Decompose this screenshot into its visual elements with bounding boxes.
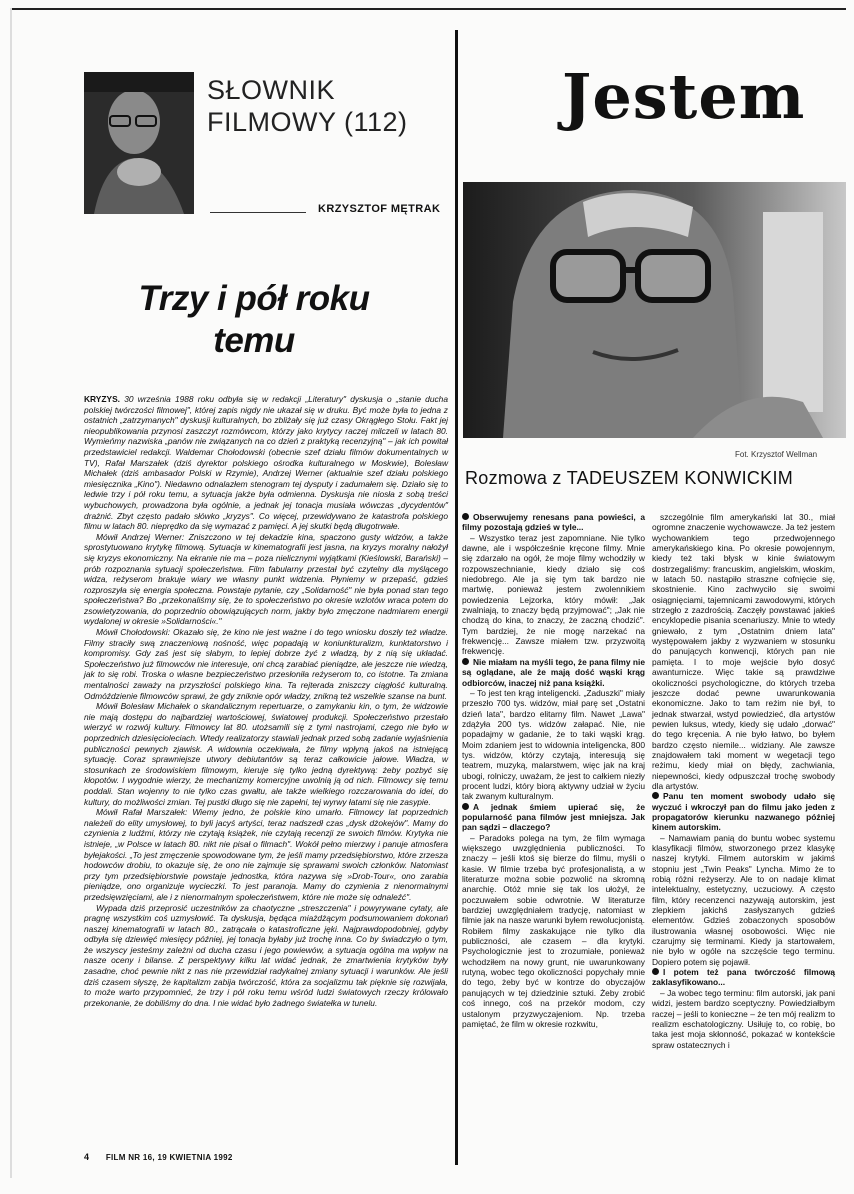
interview-question: Panu ten moment swobody udało się wyczuć i wkroczył pan do filmu jako jeden z propagatorów kierunku nazwanego później kinem autorskim.: [652, 791, 835, 833]
article-body: [84, 394, 448, 1008]
page-number: 4: [84, 1152, 90, 1162]
page-edge: [10, 8, 12, 1178]
top-rule: [10, 8, 846, 10]
article-paragraph: Mówił Chołodowski: Okazało się, że kino nie jest ważne i do tego wniosku doszły też władze. Filmy straciły swą znaczeniową nośność, więc popadają w koniunkturalizm, kunktatorstwo i kompromisy. Gdy zaś jest się słabym, to lepiej dobrze żyć z władzą, by z nią się układać. Społeczeństwo już filmowców nie interesuje, oni chcą zarabiać pieniądze, ale jeszcze nie wiedzą, jak to się robi. Troska o własne bezpieczeństwo przesłoniła reżyserom to, co istotne. Ta zmiana mentalności zaważy na przyszłości polskiego kina. Ta rejterada zniszczy ciągłość kulturalną. Odmóździenie filmowców sprawi, że gdy zniknie opór władzy, znikną też wszelkie szanse na bunt.: [84, 627, 448, 701]
interview-answer: – Ja wobec tego terminu: film autorski, jak pani widzi, jestem bardzo sceptyczny. Powiedziałbym raczej – jeśli to konieczne – że ten mój realizm to realizm eschatologiczny. Usiłuję to, co robię, bo taka jest moja skłonność, pokazać w kontekście spraw ostatecznych i: [652, 987, 835, 1050]
page-footer: [84, 1152, 233, 1162]
bullet-icon: [652, 968, 659, 975]
interview-column-2: [652, 512, 835, 1050]
photo-caption: Fot. Krzysztof Wellman: [735, 450, 818, 459]
author-name: KRZYSZTOF MĘTRAK: [318, 203, 441, 215]
author-rule: [210, 212, 306, 213]
interview-title: Jestem: [562, 60, 806, 133]
column-title: SŁOWNIK FILMOWY (112): [207, 75, 408, 137]
interview-question: A jednak śmiem upierać się, że popularność pana filmów jest mniejsza. Jak pan sądzi – dlaczego?: [462, 801, 645, 833]
author-portrait-image: [84, 72, 194, 214]
interview-subtitle: Rozmowa z TADEUSZEM KONWICKIM: [465, 468, 794, 488]
issue-info: FILM NR 16, 19 KWIETNIA 1992: [105, 1153, 233, 1162]
bullet-icon: [462, 803, 469, 810]
interview-question: Obserwujemy renesans pana powieści, a filmy pozostają gdzieś w tyle...: [462, 512, 645, 533]
bullet-icon: [462, 513, 469, 520]
interview-answer: – Wszystko teraz jest zapomniane. Nie tylko dawne, ale i współcześnie kręcone filmy. Mnie się zdarzało na ogół, że moje filmy wchodziły w rozpowszechnianie, kiedy działo się coś niedobrego. Ale ja się tym tak bardzo nie martwię, ponieważ jestem zwolennikiem powiedzenia Lejzorka, który mówił: „Jak zwalniają, to znaczy będą przyjmować"; „Jak nie chodzą do kina, to znaczy, że zaczną chodzić". Tym bardziej, że nie mogę narzekać na frekwencję... Zawsze miałem tzw. przyzwoitą frekwencję.: [462, 532, 645, 657]
interview-answer: – Namawiam panią do buntu wobec systemu klasyfikacji filmów, stworzonego przez klasykę naszej krytyki. Filmem autorskim w jakimś stopniu jest „Twin Peaks" Lyncha. Mimo że to robią różni reżyserzy. Ale to on nadaje klimat intelektualny, estetyczny, uczuciowy. A często film, który recenzenci nazywają autorskim, jest zlepkiem jakichś zasłyszanych gdzieś elementów. Gdzieś zobaczonych sposobów ilustrowania własnej osobowości. Więc nie czarujmy się terminami. Kiedy ja startowałem, nie było w ogóle na szczęście tego terminu. Dopiero potem się pojawił.: [652, 832, 835, 967]
entry-term: KRYZYS.: [84, 394, 120, 404]
article-headline: Trzy i pół roku temu: [138, 279, 370, 360]
article-paragraph: Mówił Bolesław Michałek o skandalicznym repertuarze, o zamykaniu kin, o tym, że widzowie nie mają dostępu do najbardziej wartościowej, światowej produkcji. Społeczeństwo przestało wierzyć w rozwój kultury. Filmowcy lat 80. utożsamili się z tymi nastrojami, czego nie było w poprzednich dziesięcioleciach. Wtedy realizatorzy stawiali jednak przed sobą zadanie wyjaśnienia publiczności pewnych zjawisk. A widownia oczekiwała, że filmy wpłyną jakoś na istniejącą sytuację. Coraz sprawniejsze utwory debiutantów są teraz całkowicie jałowe. Władza, w stosunkach ze środowiskiem filmowym, kieruje się tylko jedną dyrektywą: żeby pozbyć się kłopotów. I wygodnie wierzy, że mechanizmy komercyjne uwolnią ją od nich. Filmowcy się temu poddali. Stan wojenny to nie tylko czas gwałtu, ale także wielkiego rozczarowania do idei, do kultury, do możliwości zmian. Tej pustki długo się nie zapełni, tej wyrwy łatami się nie zasypie.: [84, 701, 448, 807]
article-paragraph: Mówił Andrzej Werner: Zniszczono w tej dekadzie kina, spaczono gusty widzów, a także sprostytuowano krytykę filmową. Sytuacja w kinematografii jest jasna, na kryzys moralny nałożył się kryzys ekonomiczny. Na ekranie nie ma – poza nielicznymi wyjątkami (Kieślowski, Barański) – prób rozpoznania sytuacji społeczeństwa. Film fabularny przestał być czytelny dla myślącego widza, reżyserom brakuje wiary we własny punkt widzenia. Płyniemy w przepaść, gdzieś rozproszyła się energia społeczna. Powstaje pytanie, czy „Solidarność" nie była ponad stan tego społeczeństwa? Bo „przekonaliśmy się, że to społeczeństwo po okresie wzlotów wraca potem do zsowietyzowania, do poprzednio obowiązujących norm, jakby było zmęczone nadmiarem energii wydalonej w okresie »Solidarności«.": [84, 531, 448, 627]
bullet-icon: [462, 658, 469, 665]
bullet-icon: [652, 792, 659, 799]
interview-answer: szczególnie film amerykański lat 30., miał ogromne znaczenie wychowawcze. Ja też jestem wychowankiem tego przedwojennego amerykańskiego kina. Po okresie powojennym, kiedy też taki błysk w kinie światowym dostrzegaliśmy: francuskim, angielskim, włoskim, w latach 50. nastąpiło straszne cofnięcie się, skostnienie. Kino zachwyciło się swoimi osiągnięciami, tajemnicami zawodowymi, których strzegło z zazdrością. Zaczęły powstawać jakieś encyklopedie pisania scenariuszy. Mnie to wtedy gniewało, z tym „Ostatnim dniem lata" występowałem jakby z wyzwaniem w stosunku do panujących konwencji, których pan nie pamięta. I to moje wejście było dosyć awanturnicze. Więc takie są prawdziwe okoliczności psychologiczne, do których trzeba jeszcze dodać pewne uwarunkowania ekonomiczne. Jako to tam reżim nie był, to jednak stwarzał, wstyd powiedzieć, dla artystów pewien luksus, wtedy, kiedy się udało „dorwać" do tego kręcenia. A nie było łatwo, bo byłem bardzo często niemile... widziany. Ale zawsze znajdowałem taki moment w wegetacji tego reżimu, kiedy miał on błędy, zachwiania, niepewności, kiedy odpuszczał trochę swobody dla artystów.: [652, 512, 835, 791]
article-paragraph: Mówił Rafał Marszałek: Wiemy jedno, że polskie kino umarło. Filmowcy lat poprzednich należeli do elity umysłowej, to byli jacyś artyści, teraz nadszedł czas „dysk dżokejów". Mamy do czynienia z ludźmi, którzy nie czytają książek, nie czytają recenzji ze swoich filmów. Krytyka nie istnieje, „w Polsce w latach 80. nikt nie pisał o filmach". Wokół pełno mierzwy i panuje atmosfera byłejakości. „To jest zmęczenie spowodowane tym, że jeśli mamy przedsiębiorstwo, które zrzesza hodowców drobiu, to okazuje się, że ono nie zajmuje się sprawami swoich członków. Natomiast przy tym przedsiębiorstwie powstaje jednostka, która nazywa się »Drob-Tour«, ono zarabia pieniądze, ono organizuje wycieczki. To jest paranoja. Mamy do czynienia z nienormalnymi przedsięwzięciami, ale i z nienormalnym społeczeństwem, które nie może się odnaleźć".: [84, 807, 448, 902]
article-paragraph: Wypada dziś przeprosić uczestników za chaotyczne „streszczenia" i powyrywane cytaty, ale pragnę wszystkim coś uzmysłowić. Ta dyskusja, będąca miażdżącym podsumowaniem dokonań naszej kinematografii w latach 80., zatrącała o katastroficzne jęki. Najprawdopodobniej, gdyby odbyła się dziewięć miesięcy później, jej tonacja byłaby już trochę inna. Co by świadczyło o tym, że wszyscy jesteśmy zależni od ducha czasu i jego powiewów, a sytuacja ogólna ma wpływ na nasze oceny i bilanse. Z perspektywy kilku lat widać jednak, że zmartwienia krytyków były zasadne, choć pewnie nikt z nas nie przewidział radykalnej zmiany sytuacji i warunków. Ale jeśli dziś czasem słyszę, że kapitalizm zabija twórczość, która za socjalizmu tak pięknie się rozwijała, to może warto przypomnieć, że trzy i pół roku temu wśród ludzi światowych rzeczy królowało przekonanie, że dobiliśmy do dna. I nie widać było żadnego światełka w tunelu.: [84, 902, 448, 1008]
column-divider: [455, 30, 458, 1165]
interview-column-1: [462, 512, 645, 1029]
article-paragraph: KRYZYS. 30 września 1988 roku odbyła się w redakcji „Literatury" dyskusja o „stanie ducha polskiej twórczości filmowej", której zapis nigdy nie ukazał się w druku. Być może była to jedna z ostatnich „zatrzymanych" dyskusji kulturalnych, bo zbliżały się już czasy Okrągłego Stołu. Fakt jej nieopublikowania przynosi zaszczyt rozmówcom, którzy jako krytycy raczej milczeli w latach 80. Wymieńmy nazwiska „panów nie związanych na co dzień z praktyką recenzyjną" – jak ich powitał przedstawiciel redakcji. Waldemar Chołodowski (obecnie szef działu filmów dokumentalnych w TV), Rafał Marszałek (dziś dyrektor polskiego ośrodka kulturalnego w Moskwie), Bolesław Michałek (dziś ambasador Polski w Rzymie), Andrzej Werner (aktualnie szef działu polskiego miesięcznika „Kino"). Niedawno odnalazłem stenogram tej dysputy i zadumałem się. Działo się to ledwie trzy i pół roku temu, a sytuacja jakże była odmienna. Dyskusja nie niosła z sobą treści wybuchowych, prowadzona była ogólnie, a jednak jej tonacja musiała wówczas „dycydentów" drażnić. Zbyt często padało słówko „kryzys". Co więcej, przewidywano że katastrofa polskiego filmu w latach 80. nieprędko da się wymazać z pamięci. A jej skutki będą długotrwałe.: [84, 394, 448, 532]
interview-answer: – To jest ten krąg inteligencki. „Zaduszki" miały przeszło 700 tys. widzów, miał parę set „Ostatni dzień lata", bardzo elitarny film. Nawet „Lawa" zdążyła 200 tys. widzów załapać. Nie, nie popadajmy w gadanie, że to taki wąski krąg. Moim zdaniem jest to widownia inteligencka, 800 tys. widzów, którzy czytają, interesują się teatrem, muzyką, malarstwem, więc jak na kraj ubogi, rolniczy, uważam, że jest to całkiem niezły procent ludzi, który biorą aktywny udział w życiu tak zwanym kulturalnym.: [462, 687, 645, 802]
interview-answer: – Paradoks polega na tym, że film wymaga większego uwzględnienia publiczności. To znaczy – jeśli ktoś się bierze do filmu, myśli o kasie. W filmie trzeba być profesjonalistą, a w literaturze można sobie pozwolić na skromną anarchię. Otóż mnie się tak los ułożył, że poczuwałem sobie odwrotnie. W literaturze bardziej uwzględniałem tradycję, natomiast w filmie jak na nasze warunki byłem rewolucjonistą. Robiłem filmy zaskakujące nie tylko dla publiczności, ale czasem – dla krytyki. Psychologicznie jest to zrozumiałe, ponieważ wchodziłem na nowy grunt, nie uwarunkowany rutyną, wobec tego okoliczności popychały mnie do tego, żeby być w kontrze do obyczajów panujących w tej dziedzinie sztuki. Żeby zrobić coś innego, coś na przekór modom, czy ustalonym przyzwyczajeniom. Np. trzeba pamiętać, że film w okresie rozkwitu,: [462, 832, 645, 1029]
interview-question: Nie miałam na myśli tego, że pana filmy nie są oglądane, ale że mają dość wąski krąg odbiorców, inaczej niż pana książki.: [462, 656, 645, 688]
interview-question: I potem też pana twórczość filmową zaklasyfikowano...: [652, 967, 835, 988]
konwicki-photo: [463, 182, 846, 438]
